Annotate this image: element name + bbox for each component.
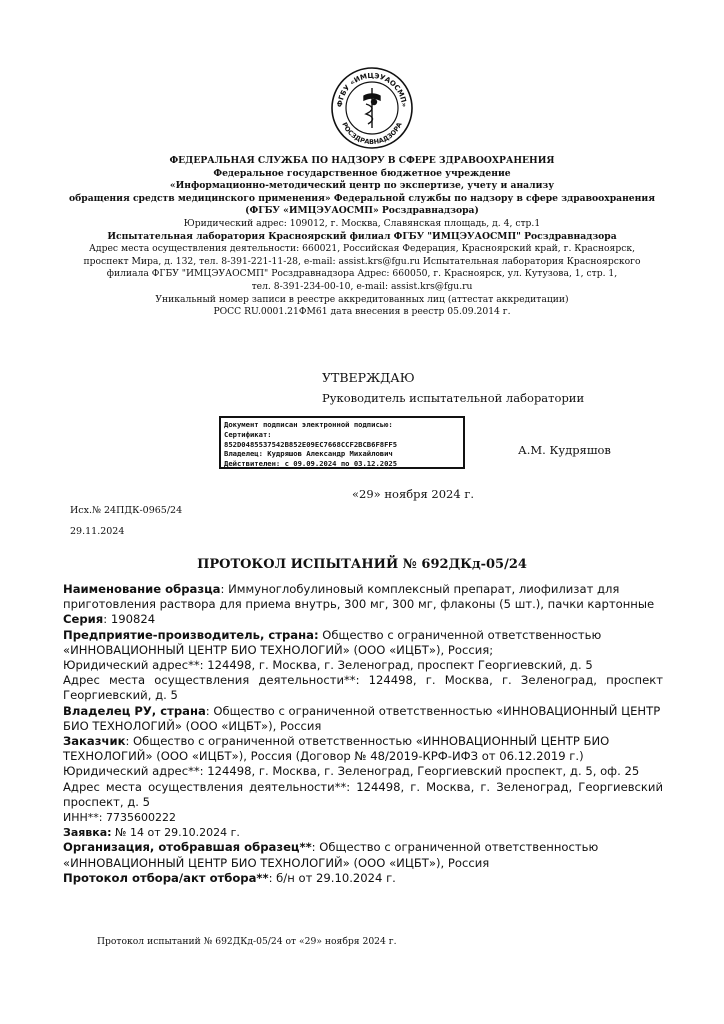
header-legal-address: Юридический адрес: 109012, г. Москва, Славянская площадь, д. 4, стр.1 — [183, 217, 541, 229]
outgoing-date: 29.11.2024 — [70, 526, 125, 537]
approval-heading: УТВЕРЖДАЮ — [322, 370, 415, 385]
act-label: Протокол отбора/акт отбора** — [63, 870, 269, 885]
seal-text-top: ФГБУ «ИМЦЭУАОСМП» — [335, 71, 409, 108]
header-lab-address-2: проспект Мира, д. 132, тел. 8-391-221-11-28, e-mail: assist.krs@fgu.ru Испытательная лаборатория Красноярского — [83, 255, 641, 267]
manufacturer-legal-address: Юридический адрес**: 124498, г. Москва, г. Зеленоград, проспект Георгиевский, д. 5 — [63, 658, 593, 673]
act-value: : б/н от 29.10.2024 г. — [268, 870, 396, 885]
manufacturer-paragraph — [63, 628, 663, 658]
seal-text-bottom: РОСЗДРАВНАДЗОРА — [340, 121, 404, 147]
header-agency: ФЕДЕРАЛЬНАЯ СЛУЖБА ПО НАДЗОРУ В СФЕРЕ ЗДРАВООХРАНЕНИЯ — [169, 155, 555, 166]
sample-label: Наименование образца — [63, 582, 221, 596]
header-accreditation-1: Уникальный номер записи в реестре аккредитованных лиц (аттестат аккредитации) — [155, 293, 569, 305]
document-header — [30, 155, 694, 319]
request-value: № 14 от 29.10.2024 г. — [111, 826, 240, 840]
header-institution-abbr: (ФГБУ «ИМЦЭУАОСМП» Росздравнадзора) — [245, 205, 479, 217]
header-institution-type: Федеральное государственное бюджетное учреждение — [213, 167, 511, 179]
request-label: Заявка: — [63, 826, 112, 840]
owner-paragraph — [63, 704, 663, 734]
outgoing-number: Исх.№ 24ПДК-0965/24 — [70, 505, 183, 516]
esign-line-2: Сертификат: — [224, 429, 272, 439]
sample-paragraph — [63, 582, 663, 612]
esign-owner: Владелец: Кудряшов Александр Михайлович — [224, 449, 393, 459]
protocol-title: ПРОТОКОЛ ИСПЫТАНИЙ № 692ДКд-05/24 — [197, 557, 527, 572]
approval-date: «29» ноября 2024 г. — [352, 487, 475, 501]
header-lab-contact: тел. 8-391-234-00-10, e-mail: assist.krs@fgu.ru — [251, 280, 473, 292]
owner-label: Владелец РУ, страна — [63, 703, 206, 718]
customer-legal-address: Юридический адрес**: 124498, г. Москва, г. Зеленоград, Георгиевский проспект, д. 5, оф. 25 — [63, 764, 640, 779]
electronic-signature-stamp — [219, 416, 465, 469]
protocol-body — [63, 582, 663, 886]
approval-role: Руководитель испытательной лаборатории — [322, 391, 585, 405]
customer-paragraph — [63, 734, 663, 764]
esign-line-1: Документ подписан электронной подписью: — [224, 420, 393, 429]
manufacturer-value: Общество с ограниченной ответственностью «ИННОВАЦИОННЫЙ ЦЕНТР БИО ТЕХНОЛОГИЙ» (ООО «ИЦБТ»), Россия; — [63, 627, 602, 657]
series-paragraph — [63, 612, 663, 627]
caduceus-icon — [364, 88, 380, 128]
esign-validity: Действителен: с 09.09.2024 по 03.12.2025 — [224, 459, 398, 469]
sampler-label: Организация, отобравшая образец** — [63, 840, 312, 855]
series-value: : 190824 — [103, 612, 156, 627]
customer-activity-address: Адрес места осуществления деятельности**: 124498, г. Москва, г. Зеленоград, Георгиевский проспект, д. 5 — [63, 779, 663, 809]
customer-label: Заказчик — [63, 734, 126, 749]
header-institution-name-1: «Информационно-методический центр по экспертизе, учету и анализу — [169, 180, 555, 192]
sampler-value: : Общество с ограниченной ответственностью «ИННОВАЦИОННЫЙ ЦЕНТР БИО ТЕХНОЛОГИЙ» (ООО «ИЦБТ»), Россия — [63, 840, 599, 870]
organization-seal — [330, 66, 414, 150]
header-lab-address-1: Адрес места осуществления деятельности: 660021, Российская Федерация, Красноярский край, г. Красноярск, — [88, 243, 636, 255]
manufacturer-label: Предприятие-производитель, страна: — [63, 627, 319, 642]
customer-value: : Общество с ограниченной ответственностью «ИННОВАЦИОННЫЙ ЦЕНТР БИО ТЕХНОЛОГИЙ» (ООО «ИЦБТ»), Россия (Договор № 48/2019-КРФ-ИФЗ от 06.12.2019 г.) — [63, 734, 610, 764]
signer-name: А.М. Кудряшов — [518, 443, 611, 457]
header-lab-name: Испытательная лаборатория Красноярский филиал ФГБУ "ИМЦЭУАОСМП" Росздравнадзора — [107, 230, 617, 242]
header-accreditation-2: РОСС RU.0001.21ФМ61 дата внесения в реестр 05.09.2014 г. — [213, 306, 511, 318]
esign-certificate: 852D0485537542B852E09EC7668CCF2BCB6F8FF5 — [224, 439, 398, 449]
header-lab-address-3: филиала ФГБУ "ИМЦЭУАОСМП" Росздравнадзора Адрес: 660050, г. Красноярск, ул. Кутузова, 1, стр. 1, — [106, 268, 618, 280]
customer-inn: ИНН**: 7735600222 — [63, 811, 176, 825]
header-institution-name-2: обращения средств медицинского применения» Федеральной службы по надзору в сфере здравоохранения — [69, 192, 655, 204]
act-paragraph — [63, 871, 663, 886]
page-footer: Протокол испытаний № 692ДКд-05/24 от «29» ноября 2024 г. — [97, 936, 397, 947]
owner-value: : Общество с ограниченной ответственностью «ИННОВАЦИОННЫЙ ЦЕНТР БИО ТЕХНОЛОГИЙ» (ООО «ИЦБТ»), Россия — [63, 703, 661, 733]
sampler-paragraph — [63, 840, 663, 870]
series-label: Серия — [63, 612, 104, 627]
request-paragraph — [63, 825, 663, 840]
sample-value: : Иммуноглобулиновый комплексный препарат, лиофилизат для приготовления раствора для приема внутрь, 300 мг, 300 мг, флаконы (5 шт.), пачки картонные — [63, 582, 655, 612]
manufacturer-activity-address: Адрес места осуществления деятельности**: 124498, г. Москва, г. Зеленоград, проспект Георгиевский, д. 5 — [63, 673, 663, 703]
